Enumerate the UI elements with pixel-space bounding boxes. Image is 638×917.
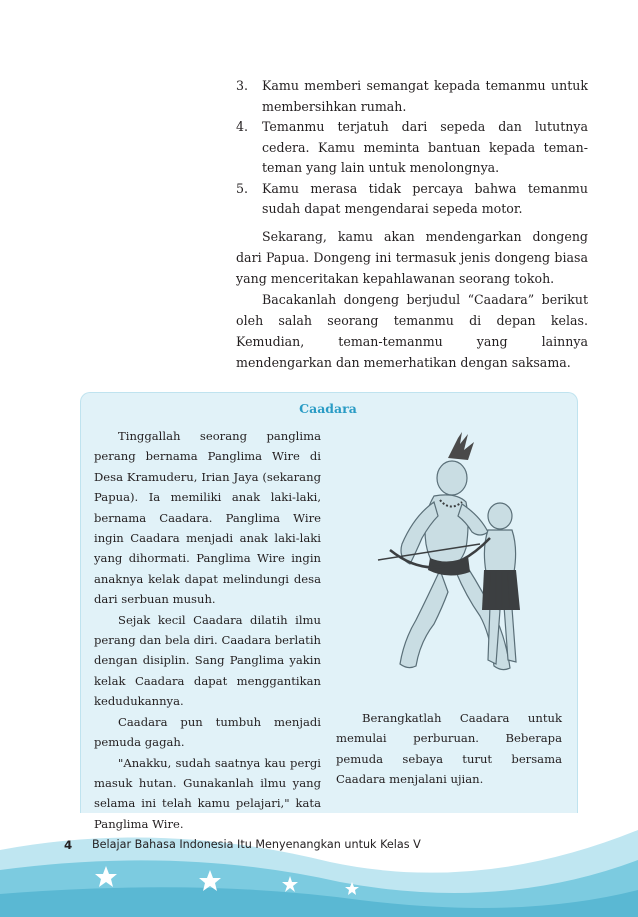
story-paragraph: "Anakku, sudah saatnya kau pergi masuk hutan. Gunakanlah ilmu yang selama ini telah kamu pelajari," kata Panglima Wire. (94, 755, 321, 831)
list-item (236, 117, 588, 179)
intro-paragraph: Bacakanlah dongeng berjudul “Caadara” berikut oleh salah seorang temanmu di depan kelas. Kemudian, teman-temanmu yang lainnya mendengarkan dan memerhatikan dengan saksama. (236, 292, 588, 370)
instruction-list (236, 76, 588, 220)
list-text: Kamu memberi semangat kepada temanmu untuk membersihkan rumah. (262, 78, 588, 114)
story-paragraph: Sejak kecil Caadara dilatih ilmu perang dan bela diri. Caadara berlatih dengan disiplin. Sang Panglima yakin kelak Caadara dapat menggantikan kedudukannya. (94, 612, 321, 709)
list-item (236, 76, 588, 117)
story-paragraph: Tinggallah seorang panglima perang bernama Panglima Wire di Desa Kramuderu, Irian Jaya (sekarang Papua). Ia memiliki anak laki-laki, bernama Caadara. Panglima Wire ingin Caadara menjadi anak laki-laki yang dihormati. Panglima Wire ingin anaknya kelak dapat melindungi desa dari serbuan musuh. (94, 429, 321, 607)
father-son-illustration (330, 420, 570, 700)
list-number: 4. (236, 119, 249, 134)
intro-paragraph: Sekarang, kamu akan mendengarkan dongeng dari Papua. Dongeng ini termasuk jenis dongeng biasa yang menceritakan kepahlawanan seorang tokoh. (236, 229, 588, 286)
intro-text (236, 226, 588, 373)
story-title: Caadara (299, 401, 357, 416)
list-item (236, 179, 588, 220)
list-number: 5. (236, 180, 249, 196)
story-left-column (94, 426, 321, 834)
footer-wave-decoration (0, 790, 638, 917)
page-number: 4 (64, 838, 73, 852)
list-text: Temanmu terjatuh dari sepeda dan lututnya cedera. Kamu meminta bantuan kepada teman-teman yang lain untuk menolongnya. (262, 119, 588, 175)
child-skirt (482, 570, 520, 610)
headdress-icon (448, 432, 474, 460)
story-paragraph: Caadara pun tumbuh menjadi pemuda gagah. (94, 714, 321, 750)
list-number: 3. (236, 78, 249, 93)
list-text: Kamu merasa tidak percaya bahwa temanmu sudah dapat mengendarai sepeda motor. (262, 180, 588, 216)
story-paragraph: Berangkatlah Caadara untuk memulai perburuan. Beberapa pemuda sebaya turut bersama Caadara menjalani ujian. (336, 711, 562, 787)
book-title: Belajar Bahasa Indonesia Itu Menyenangkan untuk Kelas V (92, 838, 421, 851)
story-right-column (336, 708, 562, 790)
